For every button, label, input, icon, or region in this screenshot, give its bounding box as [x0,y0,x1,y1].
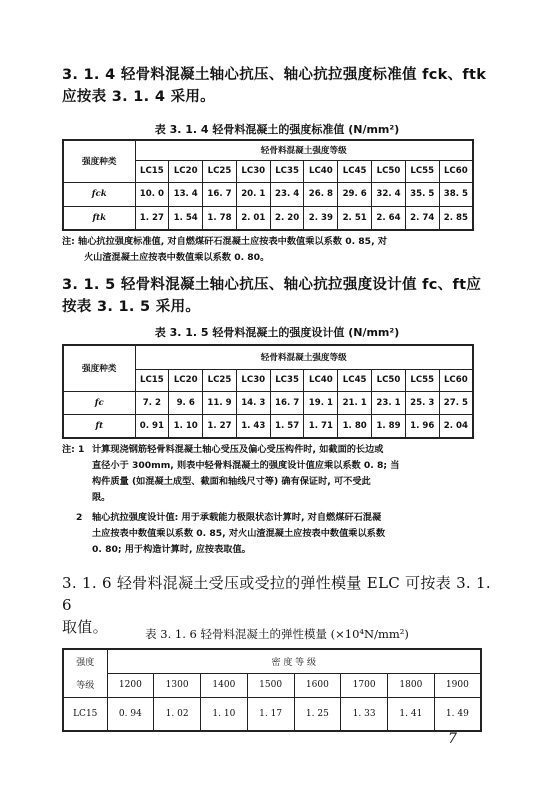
table-cell: 2. 04 [439,414,473,438]
table-cell: 1. 17 [247,697,294,731]
table-row-header: 强度种类 [63,140,135,182]
table-cell: 21. 1 [338,391,372,414]
density-header: 1900 [434,673,481,697]
grade-header: LC45 [338,160,372,182]
row-label: LC15 [63,697,107,731]
clause-3-1-5-line1: 3. 1. 5 轻骨料混凝土轴心抗压、轴心抗拉强度设计值 fc、ft应 [62,277,482,293]
table-cell: 19. 1 [304,391,338,414]
table-cell: 9. 6 [169,391,203,414]
grade-header: LC25 [203,369,237,391]
table-cell: 0. 91 [135,414,169,438]
density-header: 1800 [388,673,435,697]
table-row [63,697,481,731]
table-cell: 29. 6 [338,182,372,206]
grade-header: LC40 [304,369,338,391]
table-cell: 2. 74 [405,206,439,230]
table-cell: 14. 3 [236,391,270,414]
table-cell: 1. 33 [341,697,388,731]
grade-header: LC20 [169,369,203,391]
table-cell: 35. 5 [405,182,439,206]
table-cell: 1. 43 [236,414,270,438]
grade-header: LC30 [236,160,270,182]
note-line: 轴心抗拉强度设计值: 用于承载能力极限状态计算时, 对自燃煤矸石混凝 [92,512,382,523]
table-cell: 25. 3 [405,391,439,414]
clause-3-1-6-line1: 3. 1. 6 轻骨料混凝土受压或受拉的弹性模量 ELC 可按表 3. 1. 6 [62,574,491,614]
table-cell: 2. 01 [236,206,270,230]
table-cell: 38. 5 [439,182,473,206]
table-cell: 20. 1 [236,182,270,206]
table-cell: 1. 41 [388,697,435,731]
table-3-1-6-caption: 表 3. 1. 6 轻骨料混凝土的弹性模量 (×10⁴N/mm²) [145,627,409,641]
table-row-header: 强度种类 [63,345,135,391]
table-cell: 1. 10 [201,697,248,731]
grade-header: LC60 [439,369,473,391]
note-number: 注: 1 [62,444,85,455]
clause-3-1-4 [62,64,492,108]
table-cell: 1. 57 [270,414,304,438]
table-3-1-5 [62,344,474,439]
table-3-1-5-caption: 表 3. 1. 5 轻骨料混凝土的强度设计值 (N/mm²) [154,326,400,339]
table-cell: 26. 8 [304,182,338,206]
table-cell: 23. 1 [372,391,406,414]
table-cell: 1. 27 [135,206,169,230]
table-cell: 16. 7 [270,391,304,414]
note-item [62,442,492,506]
grade-header: LC35 [270,160,304,182]
table-cell: 1. 78 [203,206,237,230]
clause-3-1-4-line1: 3. 1. 4 轻骨料混凝土轴心抗压、轴心抗拉强度标准值 fck、ftk [62,67,487,83]
table-3-1-6 [62,648,482,732]
table-3-1-4-caption: 表 3. 1. 4 轻骨料混凝土的强度标准值 (N/mm²) [154,123,400,136]
grade-header: LC30 [236,369,270,391]
clause-3-1-5-line2: 按表 3. 1. 5 采用。 [62,299,201,315]
table-row [63,206,473,230]
table-3-1-4 [62,139,474,231]
grade-header: LC15 [135,369,169,391]
table-cell: 1. 27 [203,414,237,438]
table-row-header: 强度 [63,649,107,673]
row-label: ft [63,414,135,438]
grade-header: LC55 [405,160,439,182]
table-cell: 1. 89 [372,414,406,438]
grade-header: LC25 [203,160,237,182]
table-cell: 1. 25 [294,697,341,731]
table-cell: 2. 20 [270,206,304,230]
table-row [63,182,473,206]
table-cell: 27. 5 [439,391,473,414]
note-line: 火山渣混凝土应按表中数值乘以系数 0. 80。 [84,252,270,263]
grade-header: LC15 [135,160,169,182]
table-cell: 2. 85 [439,206,473,230]
table-3-1-5-notes [62,442,492,558]
density-header: 1700 [341,673,388,697]
table-row [63,391,473,414]
table-cell: 23. 4 [270,182,304,206]
note-number: 2 [76,512,83,523]
density-header: 1200 [107,673,154,697]
table-cell: 1. 49 [434,697,481,731]
density-header: 1300 [154,673,201,697]
clause-3-1-5 [62,274,492,318]
table-row [63,414,473,438]
table-cell: 2. 39 [304,206,338,230]
table-cell: 16. 7 [203,182,237,206]
grade-header: LC45 [338,369,372,391]
row-label: fck [63,182,135,206]
table-cell: 11. 9 [203,391,237,414]
row-label: ftk [63,206,135,230]
clause-3-1-4-line2: 应按表 3. 1. 4 采用。 [62,89,215,105]
page-number: 7 [448,731,457,747]
table-cell: 1. 10 [169,414,203,438]
table-3-1-4-note [62,234,492,266]
table-cell: 1. 96 [405,414,439,438]
table-cell: 7. 2 [135,391,169,414]
note-line: 计算现浇钢筋轻骨料混凝土轴心受压及偏心受压构件时, 如截面的长边或 [92,444,384,455]
table-cell: 0. 94 [107,697,154,731]
clause-3-1-6-line2: 取值。 [62,618,108,636]
table-row-header: 等级 [63,673,107,697]
note-item [62,510,492,558]
density-header: 1400 [201,673,248,697]
table-cell: 2. 64 [372,206,406,230]
grade-header: LC20 [169,160,203,182]
grade-header: LC55 [405,369,439,391]
density-header: 1500 [247,673,294,697]
note-line: 构件质量 (如混凝土成型、截面和轴线尺寸等) 确有保证时, 可不受此 [92,476,371,487]
note-line: 限。 [92,492,111,503]
table-cell: 1. 54 [169,206,203,230]
grade-header: LC50 [372,369,406,391]
table-group-header: 轻骨料混凝土强度等级 [135,345,473,369]
table-cell: 1. 80 [338,414,372,438]
note-line: 土应按表中数值乘以系数 0. 85, 对火山渣混凝土应按表中数值乘以系数 [92,528,386,539]
table-group-header: 密 度 等 级 [107,649,481,673]
grade-header: LC50 [372,160,406,182]
table-cell: 10. 0 [135,182,169,206]
grade-header: LC35 [270,369,304,391]
table-cell: 1. 71 [304,414,338,438]
table-cell: 13. 4 [169,182,203,206]
note-line: 注: 轴心抗拉强度标准值, 对自燃煤矸石混凝土应按表中数值乘以系数 0. 85, 对 [62,236,387,247]
row-label: fc [63,391,135,414]
table-cell: 1. 02 [154,697,201,731]
table-cell: 2. 51 [338,206,372,230]
grade-header: LC40 [304,160,338,182]
density-header: 1600 [294,673,341,697]
grade-header: LC60 [439,160,473,182]
note-line: 0. 80; 用于构造计算时, 应按表取值。 [92,544,251,555]
table-cell: 32. 4 [372,182,406,206]
table-group-header: 轻骨料混凝土强度等级 [135,140,473,160]
note-line: 直径小于 300mm, 则表中轻骨料混凝土的强度设计值应乘以系数 0. 8; 当 [92,460,400,471]
